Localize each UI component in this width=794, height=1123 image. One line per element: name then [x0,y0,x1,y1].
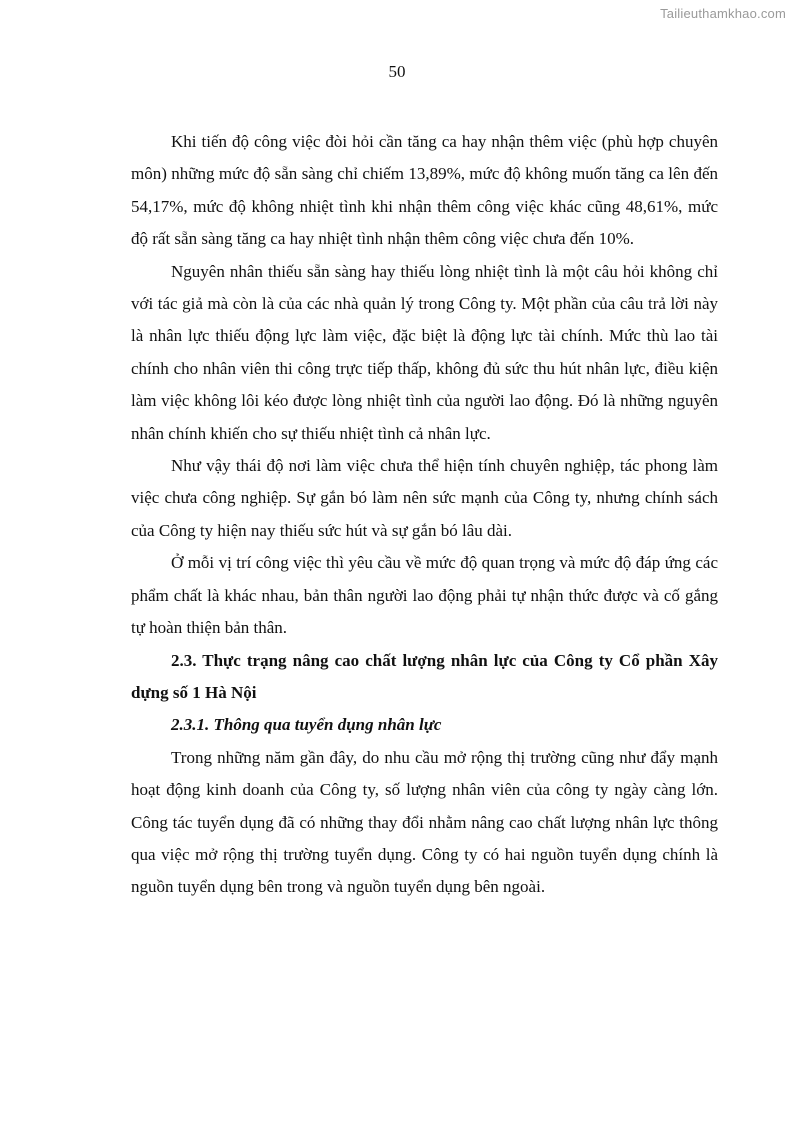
watermark: Tailieuthamkhao.com [660,6,786,21]
paragraph-recruitment: Trong những năm gần đây, do nhu cầu mở rộng thị trường cũng như đẩy mạnh hoạt động kinh doanh của Công ty, số lượng nhân viên của công ty ngày càng lớn. Công tác tuyển dụng đã có những thay đổi nhằm nâng cao chất lượng nhân lực thông qua việc mở rộng thị trường tuyển dụng. Công ty có hai nguồn tuyển dụng chính là nguồn tuyển dụng bên trong và nguồn tuyển dụng bên ngoài. [131,747,718,897]
paragraph-overtime-readiness: Khi tiến độ công việc đòi hỏi cần tăng ca hay nhận thêm việc (phù hợp chuyên môn) những mức độ sẵn sàng chỉ chiếm 13,89%, mức độ không muốn tăng ca lên đến 54,17%, mức độ không nhiệt tình khi nhận thêm công việc khác cũng 48,61%, mức độ rất sẵn sàng tăng ca hay nhiệt tình nhận thêm công việc chưa đến 10%. [131,132,718,249]
paragraph-workplace-attitude: Như vậy thái độ nơi làm việc chưa thể hiện tính chuyên nghiệp, tác phong làm việc chưa công nghiệp. Sự gắn bó làm nên sức mạnh của Công ty, nhưng chính sách của Công ty hiện nay thiếu sức hút và sự gắn bó lâu dài. [131,456,718,540]
paragraph-position-requirements: Ở mỗi vị trí công việc thì yêu cầu về mức độ quan trọng và mức độ đáp ứng các phẩm chất là khác nhau, bản thân người lao động phải tự nhận thức được và cố gắng tự hoàn thiện bản thân. [131,553,718,638]
subsection-heading: 2.3.1. Thông qua tuyển dụng nhân lực [171,715,442,735]
paragraph-lack-of-enthusiasm: Nguyên nhân thiếu sẵn sàng hay thiếu lòng nhiệt tình là một câu hỏi không chỉ với tác giả mà còn là của các nhà quản lý trong Công ty. Một phần của câu trả lời này là nhân lực thiếu động lực làm việc, đặc biệt là động lực tài chính. Mức thù lao tài chính cho nhân viên thi công trực tiếp thấp, không đủ sức thu hút nhân lực, điều kiện làm việc không lôi kéo được lòng nhiệt tình của người lao động. Đó là những nguyên nhân chính khiến cho sự thiếu nhiệt tình cả nhân lực. [131,261,718,443]
page-number: 50 [388,62,406,81]
section-heading: 2.3. Thực trạng nâng cao chất lượng nhân lực của Công ty Cổ phần Xây dựng số 1 Hà Nội [131,650,718,702]
document-body [131,126,718,904]
